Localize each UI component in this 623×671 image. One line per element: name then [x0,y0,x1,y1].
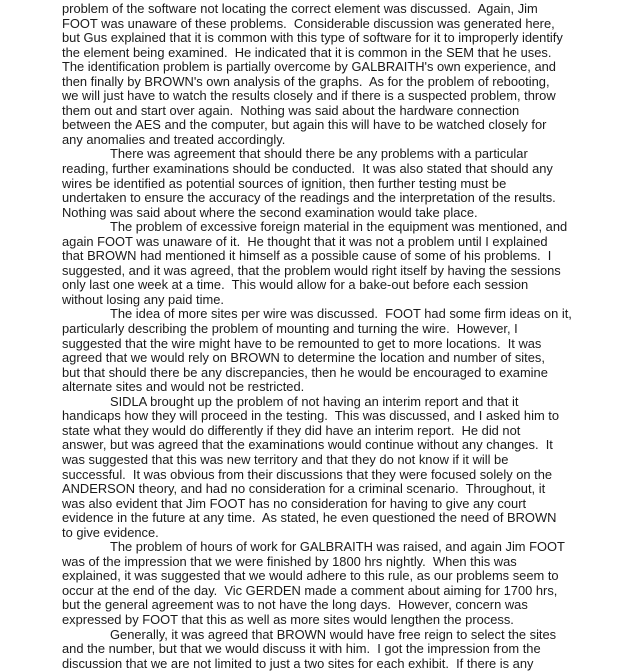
text-line: between the AES and the computer, but again this will have to be watched closely for [62,117,547,133]
text-line: problem of the software not locating the correct element was discussed. Again, Jim [62,1,538,16]
text-line: evidence in the future at any time. As stated, he even questioned the need of BROWN [62,510,557,526]
text-line: discussion that we are not limited to just a two sites for each exhibit. If there is any [62,655,534,671]
text-line: handicaps how they will proceed in the testing. This was discussed, and I asked him to [62,408,560,424]
text-line: we will just have to watch the results closely and if there is a suspected problem, throw [62,88,556,104]
text-line: again FOOT was unaware of it. He thought that it was not a problem until I explained [62,233,548,249]
paragraph-first-line: There was agreement that should there be any problems with a particular [110,146,528,162]
text-line: reading, further examinations should be conducted. It was also stated that should any [62,161,553,177]
text-line: expressed by FOOT that this as well as more sites would lengthen the process. [62,611,514,627]
text-line: undertaken to ensure the accuracy of the readings and the interpretation of the results. [62,190,556,206]
text-line: FOOT was unaware of these problems. Considerable discussion was generated here, [62,15,555,31]
text-line: but the general agreement was to not have the long days. However, concern was [62,597,528,613]
text-line: and the number, but that we would discuss it with him. I got the impression from the [62,641,541,657]
text-line: particularly describing the problem of mounting and turning the wire. However, I [62,321,518,337]
text-line: but Gus explained that it is common with this type of software for it to improperly identify [62,30,563,46]
text-line: that BROWN had mentioned it himself as a possible cause of some of his problems. I [62,248,552,264]
text-line: explained, it was suggested that we would adhere to this rule, as our problems seem to [62,568,559,584]
text-line: to give evidence. [62,524,159,540]
text-line: then finally by BROWN's own analysis of the graphs. As for the problem of rebooting, [62,73,550,89]
text-line: suggested that the wire might have to be remounted to get to more locations. It was [62,335,542,351]
text-line: answer, but was agreed that the examinations would continue without any changes. It [62,437,553,453]
text-line: was of the impression that we were finished by 1800 hrs nightly. When this was [62,553,517,569]
paragraph-first-line: The problem of hours of work for GALBRAITH was raised, and again Jim FOOT [110,539,565,555]
text-line: was also evident that Jim FOOT has no consideration for having to give any court [62,495,527,511]
paragraph-first-line: The problem of excessive foreign material in the equipment was mentioned, and [110,219,568,235]
text-line: the element being examined. He indicated that it is common in the SEM that he uses. [62,44,552,60]
text-line: occur at the end of the day. Vic GERDEN made a comment about aiming for 1700 hrs, [62,582,558,598]
paragraph-first-line: SIDLA brought up the problem of not having an interim report and that it [110,393,519,409]
text-line: The identification problem is partially overcome by GALBRAITH's own experience, and [62,59,556,75]
text-line: but that should there be any discrepancies, then he would be encouraged to examine [62,364,548,380]
text-line: without losing any paid time. [62,291,224,307]
paragraph-first-line: The idea of more sites per wire was discussed. FOOT had some firm ideas on it, [110,306,572,322]
text-line: Nothing was said about where the second examination would take place. [62,204,478,220]
text-line: was suggested that this was new territory and that they do not know if it will be [62,451,509,467]
text-line: ANDERSON theory, and had no consideration for a criminal scenario. Throughout, it [62,481,546,497]
text-line: suggested, and it was agreed, that the problem would right itself by having the sessions [62,262,561,278]
paragraph-first-line: Generally, it was agreed that BROWN would have free reign to select the sites [110,626,557,642]
text-line: any anomalies and treated accordingly. [62,131,286,147]
document-page [62,2,582,671]
text-line: wires be identified as potential sources of ignition, then further testing must be [62,175,507,191]
text-line: them out and start over again. Nothing was said about the hardware connection [62,102,520,118]
text-line: state what they would do differently if they did have an interim report. He did not [62,422,521,438]
text-line: alternate sites and would not be restricted. [62,379,305,395]
text-line: successful. It was obvious from their discussions that they were focused solely on the [62,466,553,482]
text-line: agreed that we would rely on BROWN to determine the location and number of sites, [62,350,545,366]
text-line: only last one week at a time. This would allow for a bake-out before each session [62,277,529,293]
